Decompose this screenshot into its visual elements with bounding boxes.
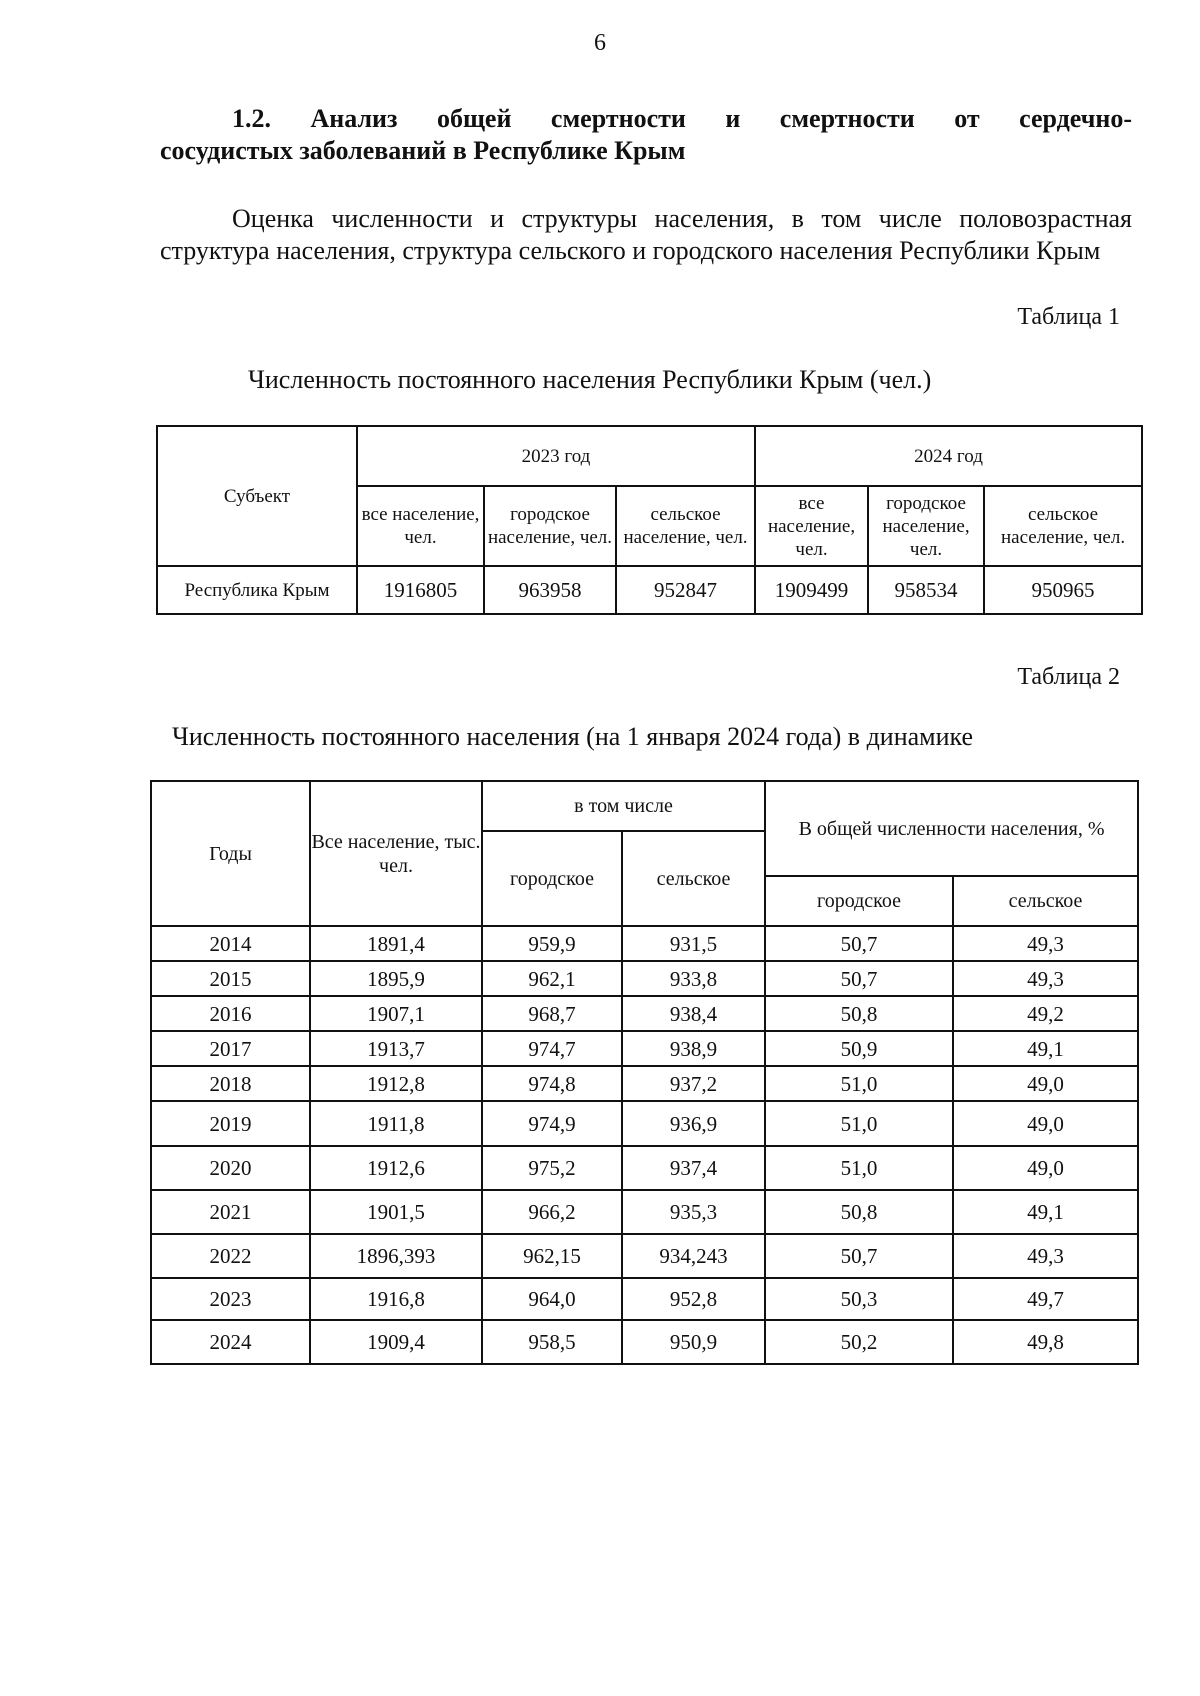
table2-cell: 974,9 [482,1101,622,1146]
table2-cell: 974,7 [482,1031,622,1066]
table-row [151,1278,1138,1320]
table2-cell: 50,8 [765,1190,953,1234]
table2-cell: 1916,8 [310,1278,482,1320]
table1-cell: 963958 [484,566,616,614]
table1-cell: 1909499 [755,566,868,614]
table2-year: 2023 [151,1278,310,1320]
table1-col-rural-2023: сельское население, чел. [616,486,755,566]
table2-cell: 49,0 [953,1066,1138,1101]
table2-year: 2019 [151,1101,310,1146]
table2-year: 2016 [151,996,310,1031]
table2-cell: 49,0 [953,1146,1138,1190]
table1-col-rural-2024: сельское население, чел. [984,486,1142,566]
table1-col-urban-2024: городское население, чел. [868,486,984,566]
table2-cell: 49,8 [953,1320,1138,1364]
table2-cell: 49,3 [953,926,1138,961]
table2-cell: 937,4 [622,1146,765,1190]
table2-year: 2022 [151,1234,310,1278]
table2-cell: 50,2 [765,1320,953,1364]
table2-cell: 1911,8 [310,1101,482,1146]
table2-cell: 952,8 [622,1278,765,1320]
table2-year: 2020 [151,1146,310,1190]
table2-cell: 950,9 [622,1320,765,1364]
section-heading [160,103,1132,167]
table1-col-all-2024: все население, чел. [755,486,868,566]
table2-year: 2014 [151,926,310,961]
section-title-line2: сосудистых заболеваний в Республике Крым [160,136,686,165]
table2-cell: 50,8 [765,996,953,1031]
table2-cell: 966,2 [482,1190,622,1234]
table2-cell: 50,7 [765,1234,953,1278]
table-row [151,926,1138,961]
table2-cell: 933,8 [622,961,765,996]
table1-cell: 950965 [984,566,1142,614]
table2-header-share: В общей численности населения, % [765,781,1138,876]
table2-header-years: Годы [151,781,310,926]
table2-year: 2018 [151,1066,310,1101]
section-title-line1: 1.2. Анализ общей смертности и смертности от сердечно- [232,104,1132,133]
table2-cell: 975,2 [482,1146,622,1190]
table2-cell: 1907,1 [310,996,482,1031]
table2-cell: 1912,6 [310,1146,482,1190]
table-row [151,996,1138,1031]
table2-year: 2021 [151,1190,310,1234]
table2-cell: 938,9 [622,1031,765,1066]
table1-col-all-2023: все население, чел. [357,486,484,566]
table2-cell: 1895,9 [310,961,482,996]
table-row [151,1190,1138,1234]
table2-cell: 49,1 [953,1190,1138,1234]
table2-cell: 49,3 [953,1234,1138,1278]
table2-cell: 49,7 [953,1278,1138,1320]
table2-cell: 50,7 [765,926,953,961]
table2-cell: 1909,4 [310,1320,482,1364]
table2-cell: 938,4 [622,996,765,1031]
table2-header-urban: городское [482,831,622,926]
table2-year: 2017 [151,1031,310,1066]
table2-cell: 49,1 [953,1031,1138,1066]
table2-cell: 937,2 [622,1066,765,1101]
table2-label: Таблица 2 [1017,664,1120,690]
table1-subject: Республика Крым [157,566,357,614]
table-row [151,1146,1138,1190]
table2-year: 2024 [151,1320,310,1364]
table2-cell: 51,0 [765,1066,953,1101]
table2-cell: 50,3 [765,1278,953,1320]
page-number: 6 [594,30,606,56]
table1 [156,425,1143,615]
table2-caption: Численность постоянного населения (на 1 января 2024 года) в динамике [172,722,974,751]
table1-cell: 952847 [616,566,755,614]
table2-header-including: в том числе [482,781,765,831]
table1-label: Таблица 1 [1017,304,1120,330]
table1-year-2023: 2023 год [357,426,755,486]
table2-header-rural: сельское [622,831,765,926]
intro-paragraph: Оценка численности и структуры населения, в том числе половозрастная структура населения, структура сельского и городского населения Республики Крым [160,204,1132,265]
table-row [151,1320,1138,1364]
table2 [150,780,1139,1365]
table2-cell: 968,7 [482,996,622,1031]
table2-cell: 962,1 [482,961,622,996]
table2-cell: 51,0 [765,1101,953,1146]
table1-caption: Численность постоянного населения Республики Крым (чел.) [248,365,932,394]
table2-cell: 1913,7 [310,1031,482,1066]
table2-header-total: Все население, тыс. чел. [310,781,482,926]
table2-cell: 931,5 [622,926,765,961]
table2-cell: 935,3 [622,1190,765,1234]
table2-cell: 50,9 [765,1031,953,1066]
table2-cell: 1896,393 [310,1234,482,1278]
table2-cell: 936,9 [622,1101,765,1146]
table2-cell: 958,5 [482,1320,622,1364]
table2-cell: 962,15 [482,1234,622,1278]
table2-cell: 49,2 [953,996,1138,1031]
table2-cell: 959,9 [482,926,622,961]
table-row [151,1066,1138,1101]
table2-header-rural-pct: сельское [953,876,1138,926]
table2-cell: 1891,4 [310,926,482,961]
table2-year: 2015 [151,961,310,996]
table2-cell: 49,3 [953,961,1138,996]
table1-subject-header: Субъект [157,426,357,566]
table1-col-urban-2023: городское население, чел. [484,486,616,566]
table2-cell: 51,0 [765,1146,953,1190]
table2-cell: 50,7 [765,961,953,996]
table2-cell: 1901,5 [310,1190,482,1234]
table-row [151,961,1138,996]
table-row [151,1234,1138,1278]
table2-cell: 934,243 [622,1234,765,1278]
table2-cell: 964,0 [482,1278,622,1320]
table-row [151,1031,1138,1066]
table2-cell: 49,0 [953,1101,1138,1146]
table1-cell: 958534 [868,566,984,614]
table1-cell: 1916805 [357,566,484,614]
section-number: 1.2. [232,104,271,133]
table1-year-2024: 2024 год [755,426,1142,486]
table2-header-urban-pct: городское [765,876,953,926]
table-row [151,1101,1138,1146]
table2-cell: 974,8 [482,1066,622,1101]
table2-cell: 1912,8 [310,1066,482,1101]
